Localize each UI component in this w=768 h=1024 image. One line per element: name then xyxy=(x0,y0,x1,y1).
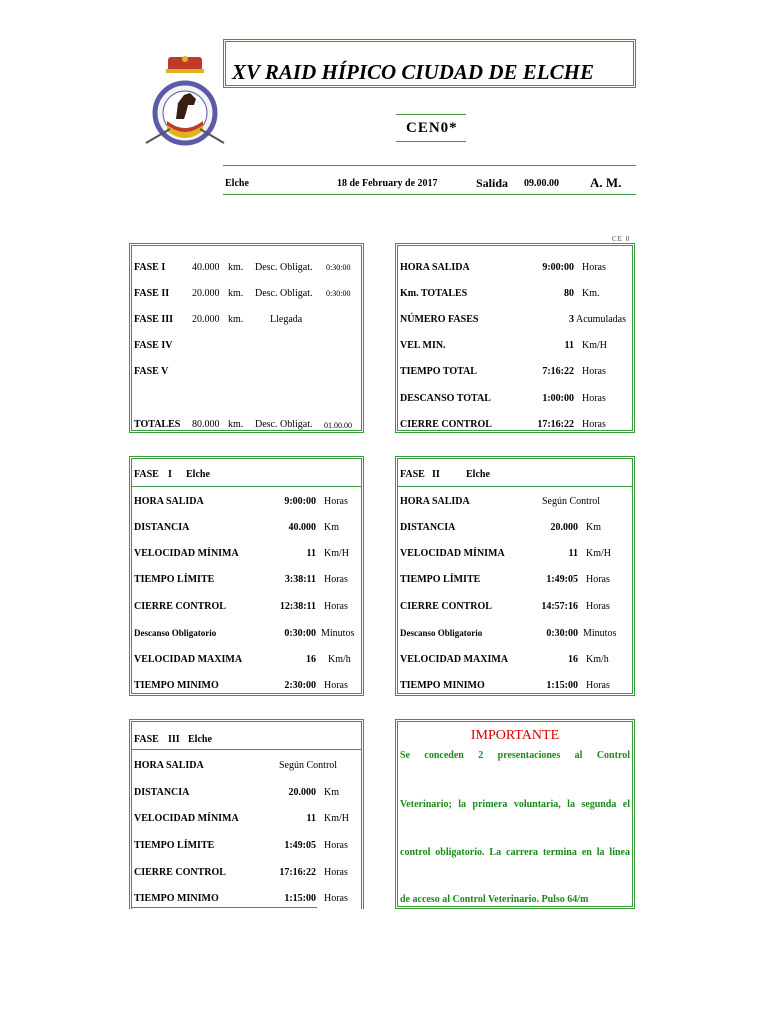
fase-2-table xyxy=(395,456,635,696)
summary-label: VEL MIN. xyxy=(400,340,446,351)
importante-box xyxy=(395,719,635,909)
salida-time: 09.00.00 xyxy=(524,178,559,189)
fase-city: Elche xyxy=(186,469,210,480)
summary-value: 80 xyxy=(564,288,574,299)
summary-label: NÚMERO FASES xyxy=(400,314,479,325)
fase-row-unit: Horas xyxy=(324,574,348,585)
fase-row-value: Según Control xyxy=(279,760,338,771)
summary-value: 7:16:22 xyxy=(542,366,574,377)
phase-label: FASE II xyxy=(134,288,170,299)
phase-distance: 20.000 xyxy=(192,288,220,299)
category-box xyxy=(396,114,466,142)
fase-row-label: TIEMPO LÍMITE xyxy=(134,574,215,585)
fase-row-value: 16 xyxy=(306,654,316,665)
fase-title: FASE xyxy=(134,469,159,480)
fase-row-label: DISTANCIA xyxy=(134,787,190,798)
summary-label: TIEMPO TOTAL xyxy=(400,366,477,377)
general-summary-table xyxy=(395,243,635,433)
summary-unit: Km. xyxy=(582,288,600,299)
phase-label: FASE I xyxy=(134,262,166,273)
fase-row-value: 3:38:11 xyxy=(284,574,316,585)
fase-row-unit: Horas xyxy=(586,680,610,691)
fase-row-unit: Horas xyxy=(586,574,610,585)
importante-line: de acceso al Control Veterinario. Pulso 64/m xyxy=(400,894,589,905)
fase-title: FASE xyxy=(400,469,425,480)
phases-summary-table xyxy=(129,243,364,433)
fase-row-label: VELOCIDAD MÍNIMA xyxy=(134,548,239,559)
totals-note: Desc. Obligat. xyxy=(255,419,313,430)
fase-row-value: 1:15:00 xyxy=(546,680,578,691)
fase-row-unit: Horas xyxy=(324,893,348,904)
phase-note: Desc. Obligat. xyxy=(255,288,313,299)
summary-unit: Acumuladas xyxy=(576,314,626,325)
phase-time: 0:30:00 xyxy=(326,263,351,272)
totals-distance: 80.000 xyxy=(192,419,220,430)
fase-title: FASE xyxy=(134,734,159,745)
fase-row-value: 2:30:00 xyxy=(284,680,316,691)
fase-row-value: 12:38:11 xyxy=(279,601,316,612)
fase-row-label: DISTANCIA xyxy=(134,522,190,533)
phase-distance: 20.000 xyxy=(192,314,220,325)
fase-row-label: TIEMPO MINIMO xyxy=(134,893,219,904)
importante-line: Veterinario; la primera voluntaria, la segunda el xyxy=(400,799,630,810)
summary-label: Km. TOTALES xyxy=(400,288,468,299)
fase-number: III xyxy=(168,734,180,745)
summary-label: HORA SALIDA xyxy=(400,262,470,273)
fase-row-unit: Horas xyxy=(324,601,348,612)
federation-logo xyxy=(140,55,230,150)
fase-row-value: 1:49:05 xyxy=(284,840,316,851)
fase-row-label: VELOCIDAD MAXIMA xyxy=(134,654,243,665)
fase-row-label: TIEMPO MINIMO xyxy=(134,680,219,691)
fase-city: Elche xyxy=(466,469,490,480)
fase-1-table xyxy=(129,456,364,696)
event-city: Elche xyxy=(225,178,249,189)
fase-row-value: 14:57:16 xyxy=(541,601,578,612)
fase-number: II xyxy=(432,469,440,480)
fase-row-label: TIEMPO LÍMITE xyxy=(400,574,481,585)
summary-unit: Km/H xyxy=(582,340,607,351)
summary-value: 17:16:22 xyxy=(537,419,574,430)
phase-time: 0:30:00 xyxy=(326,289,351,298)
fase-row-label: CIERRE CONTROL xyxy=(134,601,226,612)
fase-row-label: HORA SALIDA xyxy=(134,760,204,771)
fase-row-value: 20.000 xyxy=(550,522,578,533)
fase-row-value: 11 xyxy=(306,813,316,824)
summary-value: 3 xyxy=(569,314,574,325)
event-info-bar xyxy=(223,165,636,195)
fase-row-unit: Km/H xyxy=(324,813,349,824)
totals-time: 01.00.00 xyxy=(324,421,352,430)
summary-value: 1:00:00 xyxy=(542,393,574,404)
fase-row-label: TIEMPO MINIMO xyxy=(400,680,485,691)
phase-unit: km. xyxy=(228,262,244,273)
fase-row-unit: Horas xyxy=(324,680,348,691)
totals-label: TOTALES xyxy=(134,419,181,430)
summary-value: 9:00:00 xyxy=(542,262,574,273)
fase-row-label: HORA SALIDA xyxy=(134,496,204,507)
importante-line: control obligatorio. La carrera termina en la línea xyxy=(400,847,630,858)
fase-row-unit: Km/h xyxy=(586,654,609,665)
fase-row-unit: Km/H xyxy=(324,548,349,559)
event-date: 18 de February de 2017 xyxy=(337,178,438,189)
fase-row-label: VELOCIDAD MAXIMA xyxy=(400,654,509,665)
phase-label: FASE V xyxy=(134,366,169,377)
fase-row-label: DISTANCIA xyxy=(400,522,456,533)
summary-unit: Horas xyxy=(582,393,606,404)
fase-row-unit: Horas xyxy=(324,867,348,878)
phase-distance: 40.000 xyxy=(192,262,220,273)
fase-row-value: 40.000 xyxy=(288,522,316,533)
importante-title: IMPORTANTE xyxy=(470,728,560,743)
summary-unit: Horas xyxy=(582,262,606,273)
fase-row-label: VELOCIDAD MÍNIMA xyxy=(400,548,505,559)
fase-city: Elche xyxy=(188,734,212,745)
fase-row-value: 1:49:05 xyxy=(546,574,578,585)
fase-row-value: 17:16:22 xyxy=(279,867,316,878)
phase-note: Llegada xyxy=(270,314,303,325)
phase-note: Desc. Obligat. xyxy=(255,262,313,273)
fase-row-label: Descanso Obligatorio xyxy=(400,628,483,638)
event-title: XV RAID HÍPICO CIUDAD DE ELCHE xyxy=(232,60,594,84)
fase-row-unit: Km xyxy=(586,522,601,533)
fase-row-value: 11 xyxy=(306,548,316,559)
fase-row-label: TIEMPO LÍMITE xyxy=(134,840,215,851)
fase-row-label: CIERRE CONTROL xyxy=(400,601,492,612)
fase-row-unit: Horas xyxy=(324,840,348,851)
ce-code: CE 0 xyxy=(612,235,631,243)
fase-row-unit: Horas xyxy=(324,496,348,507)
fase-row-unit: Minutos xyxy=(321,628,355,639)
event-title-box xyxy=(223,39,636,88)
fase-row-value: 0:30:00 xyxy=(284,628,316,639)
phase-unit: km. xyxy=(228,314,244,325)
fase-row-value: 0:30:00 xyxy=(546,628,578,639)
fase-row-unit: Km xyxy=(324,522,339,533)
salida-period: A. M. xyxy=(590,175,622,190)
summary-unit: Horas xyxy=(582,419,606,430)
fase-3-table xyxy=(129,719,364,909)
fase-row-unit: Km/h xyxy=(328,654,351,665)
fase-row-value: 20.000 xyxy=(288,787,316,798)
fase-row-unit: Minutos xyxy=(583,628,617,639)
fase-row-label: VELOCIDAD MÍNIMA xyxy=(134,813,239,824)
summary-label: CIERRE CONTROL xyxy=(400,419,492,430)
summary-unit: Horas xyxy=(582,366,606,377)
category-label: CEN0* xyxy=(406,120,458,136)
summary-value: 11 xyxy=(564,340,574,351)
totals-unit: km. xyxy=(228,419,244,430)
fase-row-value: Según Control xyxy=(542,496,601,507)
fase-row-label: HORA SALIDA xyxy=(400,496,470,507)
phase-label: FASE III xyxy=(134,314,173,325)
fase-row-label: Descanso Obligatorio xyxy=(134,628,217,638)
fase-row-value: 9:00:00 xyxy=(284,496,316,507)
phase-label: FASE IV xyxy=(134,340,173,351)
fase-number: I xyxy=(168,469,172,480)
fase-row-unit: Km xyxy=(324,787,339,798)
phase-unit: km. xyxy=(228,288,244,299)
equestrian-federation-crest-icon xyxy=(140,55,230,150)
importante-line: Se conceden 2 presentaciones al Control xyxy=(400,750,630,761)
fase-row-value: 11 xyxy=(568,548,578,559)
fase-row-unit: Km/H xyxy=(586,548,611,559)
salida-label: Salida xyxy=(476,176,509,190)
fase-row-value: 16 xyxy=(568,654,578,665)
summary-label: DESCANSO TOTAL xyxy=(400,393,491,404)
fase-row-label: CIERRE CONTROL xyxy=(134,867,226,878)
fase-row-value: 1:15:00 xyxy=(284,893,316,904)
fase-row-unit: Horas xyxy=(586,601,610,612)
